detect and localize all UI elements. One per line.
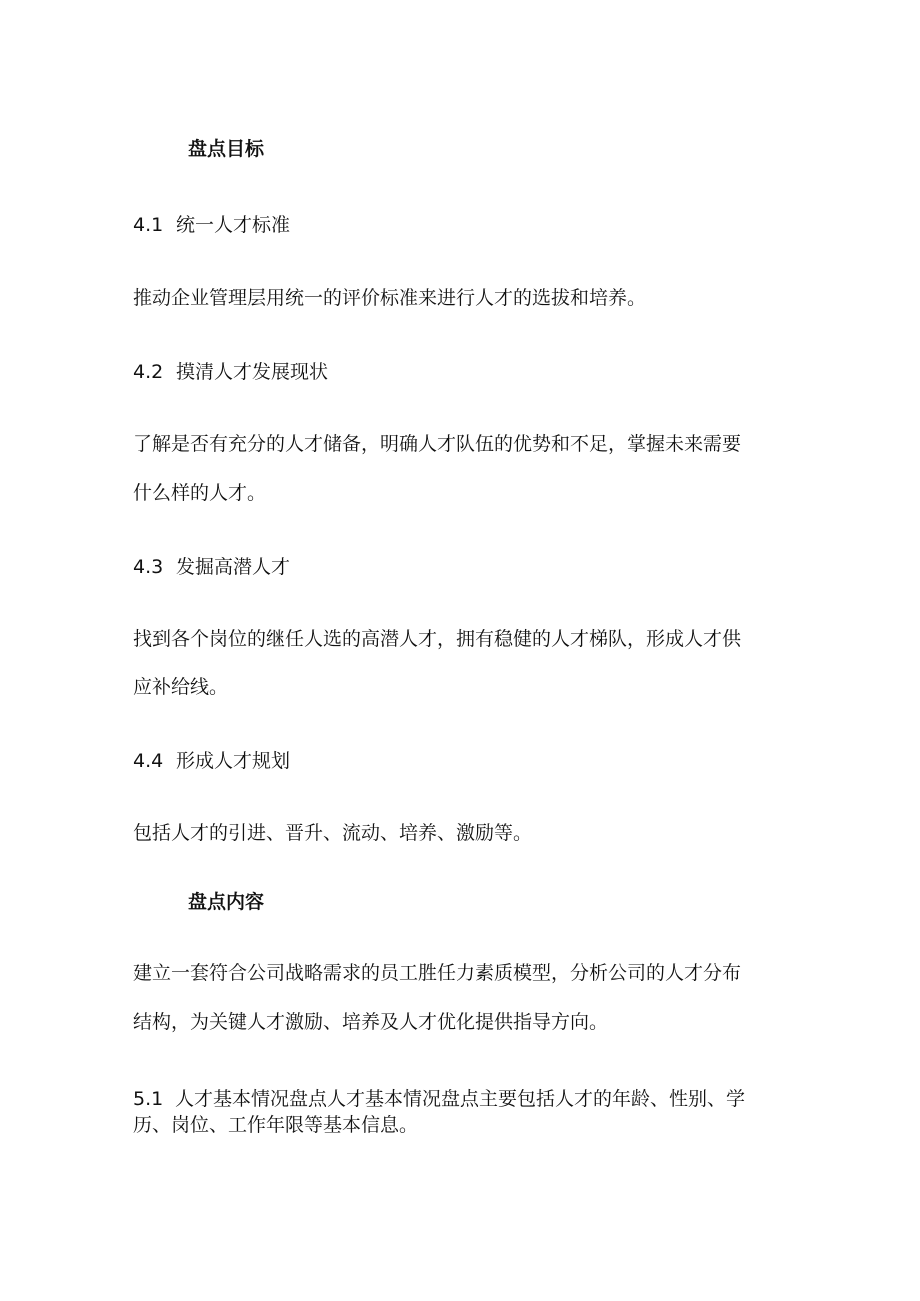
subsection-number: 4.2 [133, 361, 164, 383]
subsection-title: 统一人才标准 [176, 214, 291, 236]
subsection-title: 发掘高潜人才 [176, 556, 291, 578]
paragraph-4-2-line-1: 了解是否有充分的人才储备，明确人才队伍的优势和不足，掌握未来需要 [133, 433, 742, 455]
paragraph-content-line-1: 建立一套符合公司战略需求的员工胜任力素质模型，分析公司的人才分布 [133, 962, 742, 984]
subsection-title: 形成人才规划 [176, 750, 291, 772]
section-heading-content: 盘点内容 [188, 891, 265, 913]
paragraph-4-4: 包括人才的引进、晋升、流动、培养、激励等。 [133, 822, 533, 844]
subsection-4-3-title [133, 555, 793, 579]
subsection-number: 4.1 [133, 214, 164, 236]
subsection-4-1-title [133, 213, 793, 237]
subsection-text: 人才基本情况盘点人才基本情况盘点主要包括人才的年龄、性别、学 [175, 1088, 746, 1110]
subsection-number: 4.3 [133, 556, 164, 578]
subsection-title: 摸清人才发展现状 [176, 361, 329, 383]
subsection-4-4-title [133, 749, 793, 773]
section-heading-goals: 盘点目标 [188, 138, 265, 160]
paragraph-4-3-line-1: 找到各个岗位的继任人选的高潜人才，拥有稳健的人才梯队，形成人才供 [133, 628, 742, 650]
paragraph-4-2-line-2: 什么样的人才。 [133, 482, 267, 504]
subsection-number: 4.4 [133, 750, 164, 772]
paragraph-4-3-line-2: 应补给线。 [133, 676, 229, 698]
subsection-5-1-line-2: 历、岗位、工作年限等基本信息。 [133, 1114, 419, 1136]
paragraph-4-1: 推动企业管理层用统一的评价标准来进行人才的选拔和培养。 [133, 287, 647, 309]
subsection-4-2-title [133, 360, 793, 384]
paragraph-content-line-2: 结构，为关键人才激励、培养及人才优化提供指导方向。 [133, 1011, 609, 1033]
subsection-5-1-line-1 [133, 1087, 793, 1111]
subsection-number: 5.1 [133, 1088, 164, 1110]
